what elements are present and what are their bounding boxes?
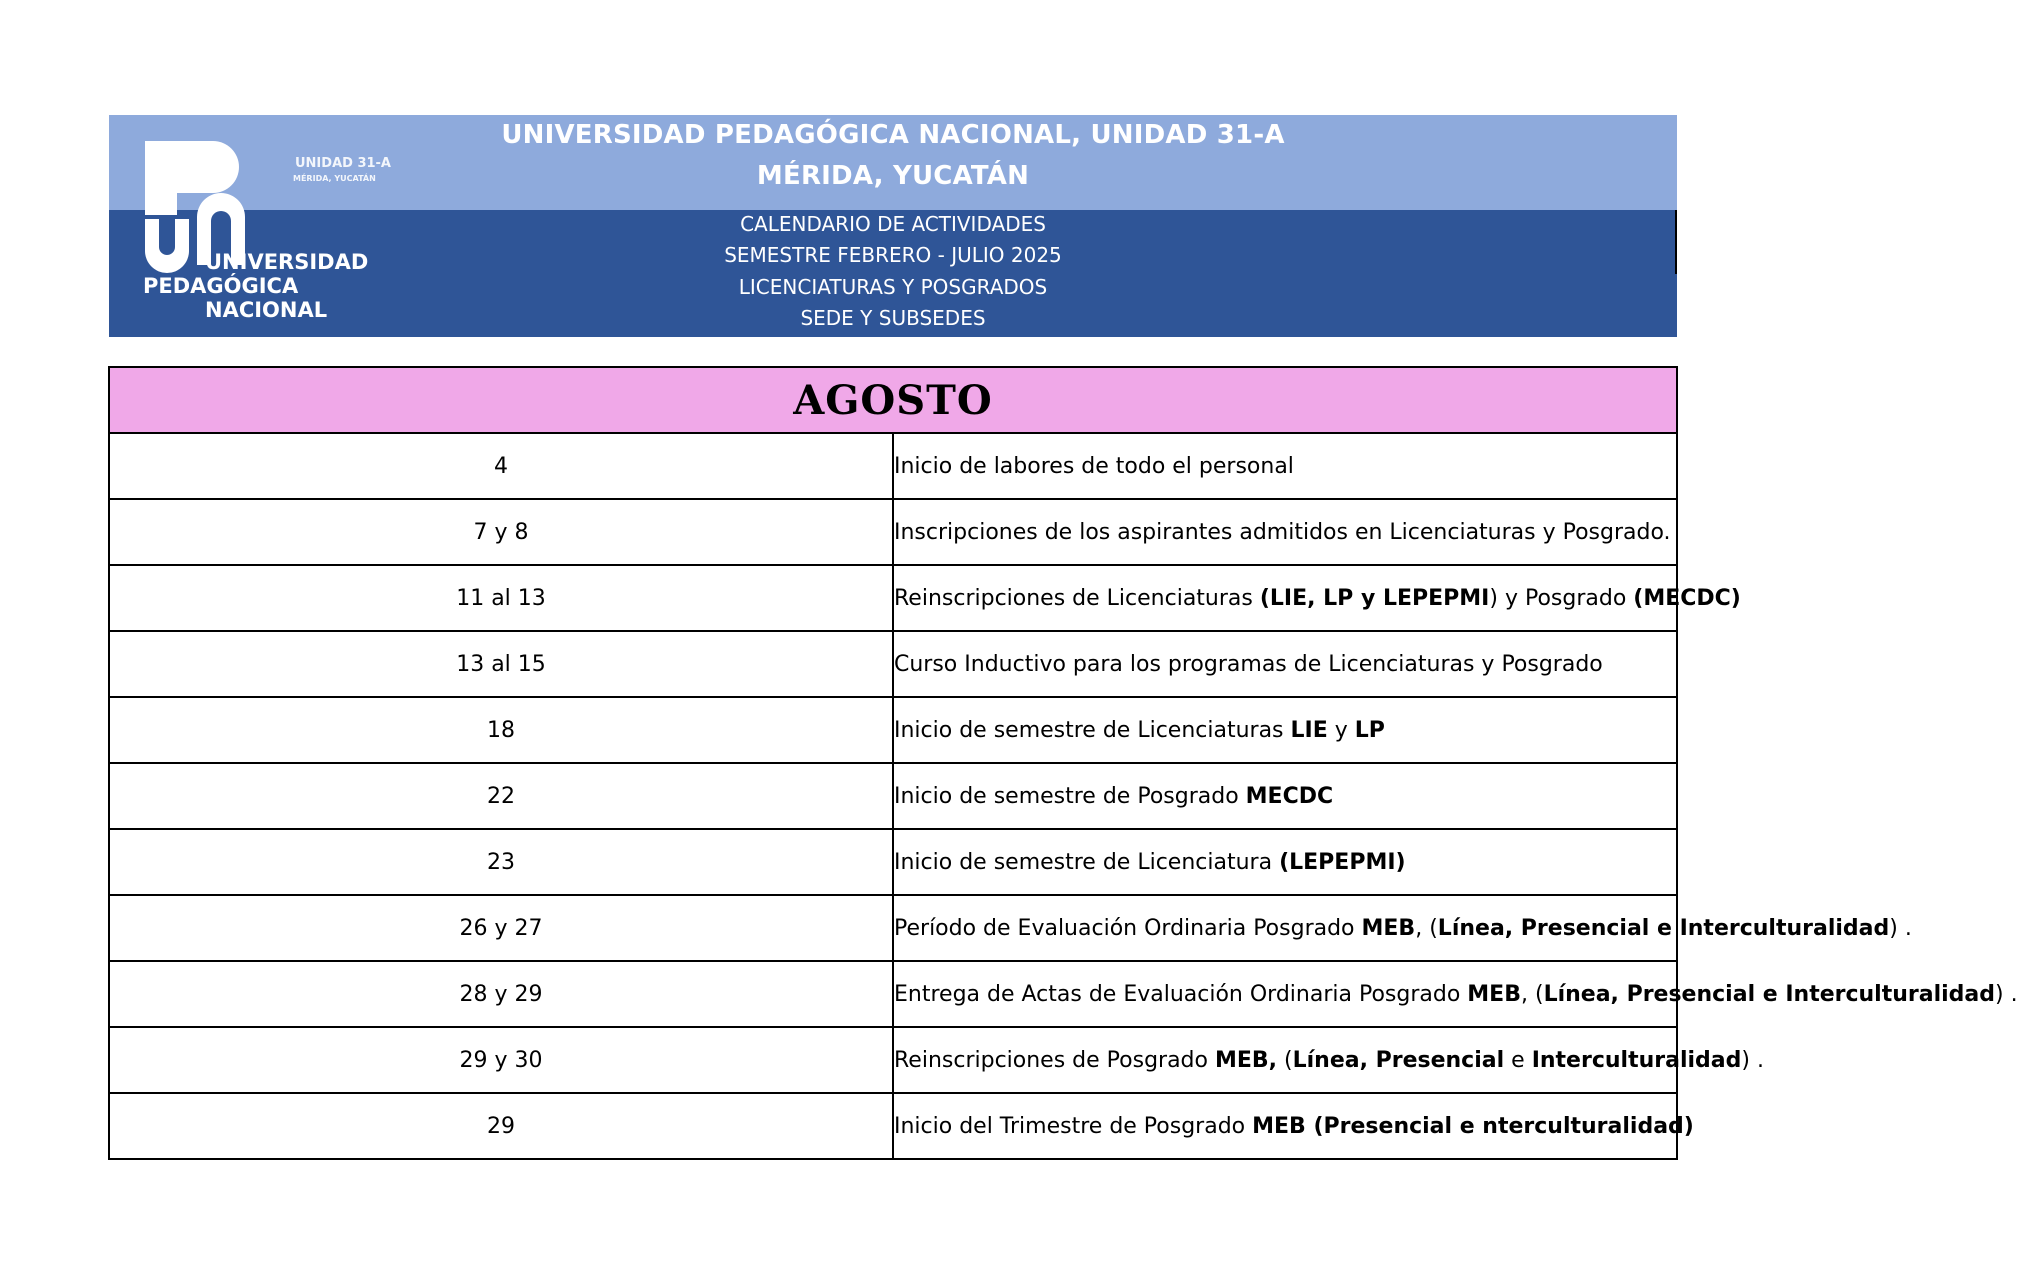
activity-text: ) . xyxy=(1995,981,2018,1007)
table-row xyxy=(109,697,1677,763)
activity-text-bold: LIE xyxy=(1290,717,1328,743)
activity-text: y xyxy=(1327,717,1355,743)
activity-text-bold: MEB xyxy=(1361,915,1416,941)
activity-text: , ( xyxy=(1520,981,1544,1007)
row-date: 26 y 27 xyxy=(109,895,893,961)
row-date: 13 al 15 xyxy=(109,631,893,697)
activity-text-bold: MEB (Presencial e nterculturalidad) xyxy=(1252,1113,1694,1139)
table-row xyxy=(109,499,1677,565)
city-name: MÉRIDA, YUCATÁN xyxy=(756,161,1030,191)
activity-text: ) . xyxy=(1741,1047,1764,1073)
activity-text-bold: MEB xyxy=(1467,981,1521,1007)
logo-line-universidad: UNIVERSIDAD xyxy=(205,250,369,274)
activity-text: Entrega de Actas de Evaluación Ordinaria Posgrado xyxy=(894,981,1468,1007)
row-date: 23 xyxy=(109,829,893,895)
activity-text: ( xyxy=(1277,1047,1293,1073)
table-row xyxy=(109,763,1677,829)
row-date: 29 y 30 xyxy=(109,1027,893,1093)
row-date: 4 xyxy=(109,433,893,499)
activity-text: Curso Inductivo para los programas de Licenciaturas y Posgrado xyxy=(894,651,1603,677)
activity-text-bold: MEB, xyxy=(1214,1047,1278,1073)
activity-text-bold: Línea, Presencial xyxy=(1292,1047,1505,1073)
activity-text: ) y Posgrado xyxy=(1489,585,1634,611)
logo-unit-text: UNIDAD 31-A xyxy=(295,156,391,171)
logo-line-pedagogica: PEDAGÓGICA xyxy=(143,274,299,298)
activity-text: Inicio del Trimestre de Posgrado xyxy=(894,1113,1253,1139)
activity-text-bold: (LIE, LP y LEPEPMI xyxy=(1259,585,1490,611)
table-row xyxy=(109,1093,1677,1159)
activity-text: Inicio de semestre de Licenciatura xyxy=(894,849,1280,875)
row-activity xyxy=(893,433,1677,499)
activity-text-bold: Interculturalidad xyxy=(1531,1047,1742,1073)
upn-logo xyxy=(143,141,483,331)
row-activity xyxy=(893,961,2018,1027)
activity-text: Reinscripciones de Posgrado xyxy=(894,1047,1215,1073)
semester-line: SEMESTRE FEBRERO - JULIO 2025 xyxy=(724,243,1062,267)
row-date: 7 y 8 xyxy=(109,499,893,565)
row-activity xyxy=(893,763,1677,829)
row-activity xyxy=(893,697,1677,763)
row-activity xyxy=(893,631,1677,697)
activity-text-bold: Línea, Presencial e Interculturalidad xyxy=(1437,915,1890,941)
activity-text: , ( xyxy=(1415,915,1438,941)
activity-text: Inicio de semestre de Licenciaturas xyxy=(894,717,1291,743)
table-row xyxy=(109,565,1677,631)
calendar-table xyxy=(108,366,2018,1160)
table-row xyxy=(109,961,1677,1027)
activity-text: Inscripciones de los aspirantes admitidos en Licenciaturas y Posgrado. xyxy=(894,519,1671,545)
calendar-title: CALENDARIO DE ACTIVIDADES xyxy=(740,212,1046,236)
table-row xyxy=(109,829,1677,895)
activity-text: e xyxy=(1504,1047,1532,1073)
month-title: AGOSTO xyxy=(109,367,1677,433)
activity-text: Período de Evaluación Ordinaria Posgrado xyxy=(894,915,1362,941)
row-date: 29 xyxy=(109,1093,893,1159)
row-date: 11 al 13 xyxy=(109,565,893,631)
table-row xyxy=(109,1027,1677,1093)
row-activity xyxy=(893,499,1677,565)
table-row xyxy=(109,895,1677,961)
logo-location-text: MÉRIDA, YUCATÁN xyxy=(293,174,376,183)
document-header xyxy=(109,115,1677,337)
programs-line: LICENCIATURAS Y POSGRADOS xyxy=(738,275,1048,299)
row-date: 18 xyxy=(109,697,893,763)
row-activity xyxy=(893,1093,1694,1159)
university-name: UNIVERSIDAD PEDAGÓGICA NACIONAL, UNIDAD 31-A xyxy=(501,120,1285,150)
activity-text: ) . xyxy=(1889,915,1912,941)
row-activity xyxy=(893,565,1741,631)
row-activity xyxy=(893,895,1912,961)
row-activity xyxy=(893,829,1677,895)
activity-text-bold: Línea, Presencial e Interculturalidad xyxy=(1543,981,1996,1007)
activity-text-bold: MECDC xyxy=(1245,783,1334,809)
table-row xyxy=(109,433,1677,499)
row-activity xyxy=(893,1027,1764,1093)
activity-text: Inicio de labores de todo el personal xyxy=(894,453,1294,479)
row-date: 22 xyxy=(109,763,893,829)
month-header-row xyxy=(109,367,1677,433)
locations-line: SEDE Y SUBSEDES xyxy=(800,306,986,330)
table-row xyxy=(109,631,1677,697)
row-date: 28 y 29 xyxy=(109,961,893,1027)
activity-text-bold: LP xyxy=(1354,717,1385,743)
logo-line-nacional: NACIONAL xyxy=(205,298,328,322)
activity-text-bold: (MECDC) xyxy=(1633,585,1741,611)
activity-text: Reinscripciones de Licenciaturas xyxy=(894,585,1260,611)
activity-text-bold: (LEPEPMI) xyxy=(1279,849,1406,875)
calendar-rows xyxy=(109,433,2018,1159)
activity-text: Inicio de semestre de Posgrado xyxy=(894,783,1246,809)
